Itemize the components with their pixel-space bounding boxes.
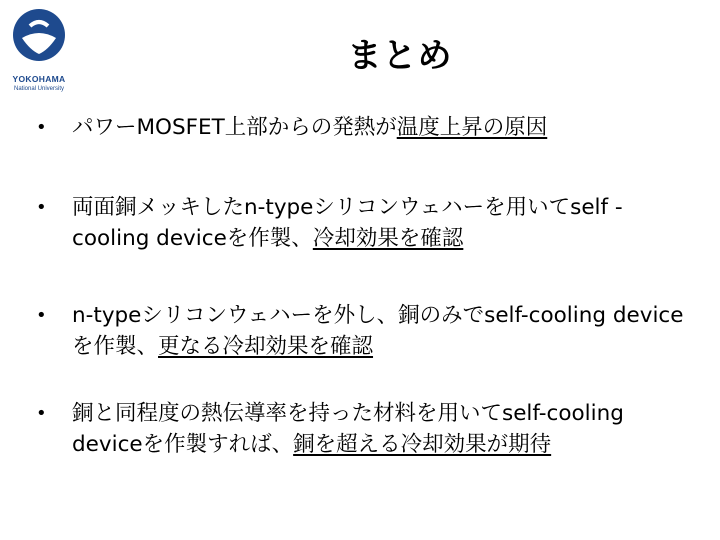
bullet-marker: •: [36, 197, 47, 218]
bullet-text: 銅と同程度の熱伝導率を持った材料を用いてself-cooling deviceを作製すれば、: [72, 401, 624, 457]
bullet-text: 両面銅メッキしたn-typeシリコンウェハーを用いてself -cooling deviceを作製、: [72, 195, 623, 251]
logo-wordmark: YOKOHAMA: [12, 74, 66, 84]
bullet-text: n-typeシリコンウェハーを外し、銅のみでself-cooling deviceを作製、: [72, 303, 684, 359]
bullet-marker: •: [36, 403, 47, 424]
bullet-emphasis: 更なる冷却効果を確認: [158, 334, 374, 359]
bullet-emphasis: 温度上昇の原因: [396, 115, 548, 140]
logo-subtitle: National University: [13, 86, 65, 92]
list-item: [36, 398, 696, 460]
bullet-emphasis: 銅を超える冷却効果が期待: [293, 432, 552, 457]
list-item: [36, 300, 696, 362]
list-item: [36, 112, 547, 143]
bullet-emphasis: 冷却効果を確認: [312, 226, 464, 251]
bullet-marker: •: [36, 117, 47, 138]
list-item: [36, 192, 696, 254]
bullet-marker: •: [36, 305, 47, 326]
bullet-text: パワーMOSFET上部からの発熱が: [72, 115, 397, 140]
page-title: まとめ: [347, 36, 453, 76]
